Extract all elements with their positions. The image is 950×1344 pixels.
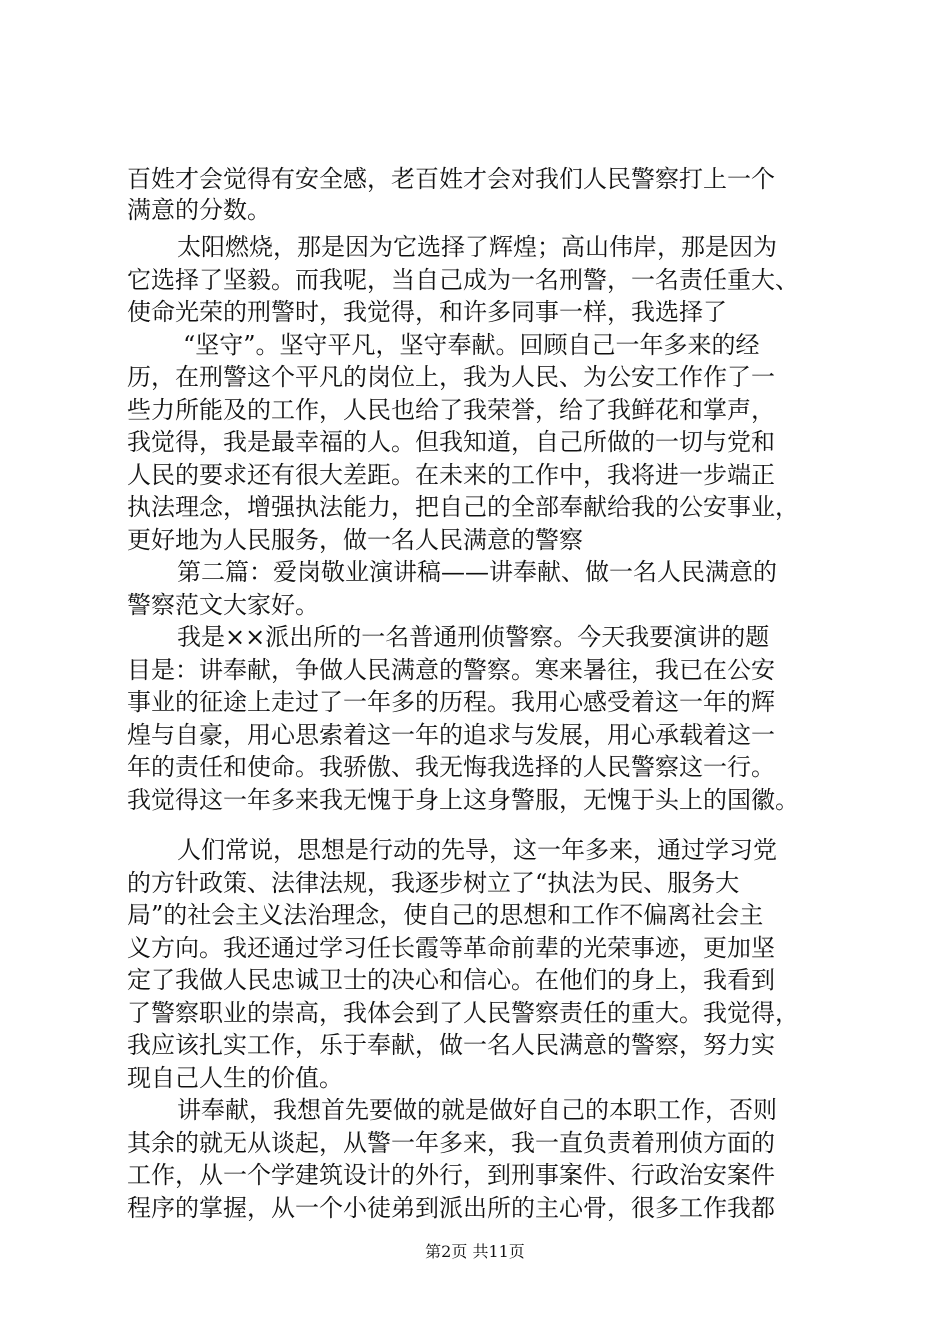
text-line: 第二篇：爱岗敬业演讲稿——讲奉献、做一名人民满意的 bbox=[177, 558, 777, 586]
text-line: 煌与自豪，用心思索着这一年的追求与发展，用心承载着这一 bbox=[127, 721, 775, 749]
text-line: 局”的社会主义法治理念，使自己的思想和工作不偏离社会主 bbox=[127, 901, 764, 929]
text-line: 百姓才会觉得有安全感，老百姓才会对我们人民警察打上一个 bbox=[127, 165, 775, 193]
text-line: 工作，从一个学建筑设计的外行，到刑事案件、行政治安案件 bbox=[127, 1161, 775, 1189]
text-line: 我是××派出所的一名普通刑侦警察。今天我要演讲的题 bbox=[177, 623, 770, 651]
text-line: 我觉得这一年多来我无愧于身上这身警服，无愧于头上的国徽。 bbox=[127, 786, 799, 814]
text-line: 的方针政策、法律法规，我逐步树立了“执法为民、服务大 bbox=[127, 869, 740, 897]
text-line: 我应该扎实工作，乐于奉献，做一名人民满意的警察，努力实 bbox=[127, 1031, 775, 1059]
text-line: 它选择了坚毅。而我呢，当自己成为一名刑警，一名责任重大、 bbox=[127, 266, 799, 294]
text-line: 现自己人生的价值。 bbox=[127, 1064, 343, 1092]
text-line: 定了我做人民忠诚卫士的决心和信心。在他们的身上，我看到 bbox=[127, 966, 775, 994]
text-line: 我觉得，我是最幸福的人。但我知道，自己所做的一切与党和 bbox=[127, 428, 775, 456]
page-footer: 第2页 共11页 bbox=[425, 1242, 525, 1261]
text-line: 历，在刑警这个平凡的岗位上，我为人民、为公安工作作了一 bbox=[127, 363, 775, 391]
text-line: 执法理念，增强执法能力，把自己的全部奉献给我的公安事业， bbox=[127, 493, 799, 521]
text-line: “坚守”。坚守平凡，坚守奉献。回顾自己一年多来的经 bbox=[183, 331, 760, 359]
text-line: 年的责任和使命。我骄傲、我无悔我选择的人民警察这一行。 bbox=[127, 753, 775, 781]
text-line: 使命光荣的刑警时，我觉得，和许多同事一样，我选择了 bbox=[127, 298, 727, 326]
text-line: 义方向。我还通过学习任长霞等革命前辈的光荣事迹，更加坚 bbox=[127, 934, 775, 962]
text-line: 人们常说，思想是行动的先导，这一年多来，通过学习党 bbox=[177, 836, 777, 864]
text-line: 讲奉献，我想首先要做的就是做好自己的本职工作，否则 bbox=[177, 1096, 777, 1124]
text-line: 太阳燃烧，那是因为它选择了辉煌；高山伟岸，那是因为 bbox=[177, 233, 777, 261]
text-line: 程序的掌握，从一个小徒弟到派出所的主心骨，很多工作我都 bbox=[127, 1194, 775, 1222]
text-line: 更好地为人民服务，做一名人民满意的警察 bbox=[127, 526, 583, 554]
text-line: 满意的分数。 bbox=[127, 196, 271, 224]
text-line: 事业的征途上走过了一年多的历程。我用心感受着这一年的辉 bbox=[127, 688, 775, 716]
text-line: 人民的要求还有很大差距。在未来的工作中，我将进一步端正 bbox=[127, 461, 775, 489]
text-line: 些力所能及的工作，人民也给了我荣誉，给了我鲜花和掌声， bbox=[127, 396, 775, 424]
text-line: 目是：讲奉献，争做人民满意的警察。寒来暑往，我已在公安 bbox=[127, 656, 775, 684]
text-line: 了警察职业的崇高，我体会到了人民警察责任的重大。我觉得， bbox=[127, 999, 799, 1027]
text-line: 其余的就无从谈起，从警一年多来，我一直负责着刑侦方面的 bbox=[127, 1129, 775, 1157]
text-line: 警察范文大家好。 bbox=[127, 591, 319, 619]
